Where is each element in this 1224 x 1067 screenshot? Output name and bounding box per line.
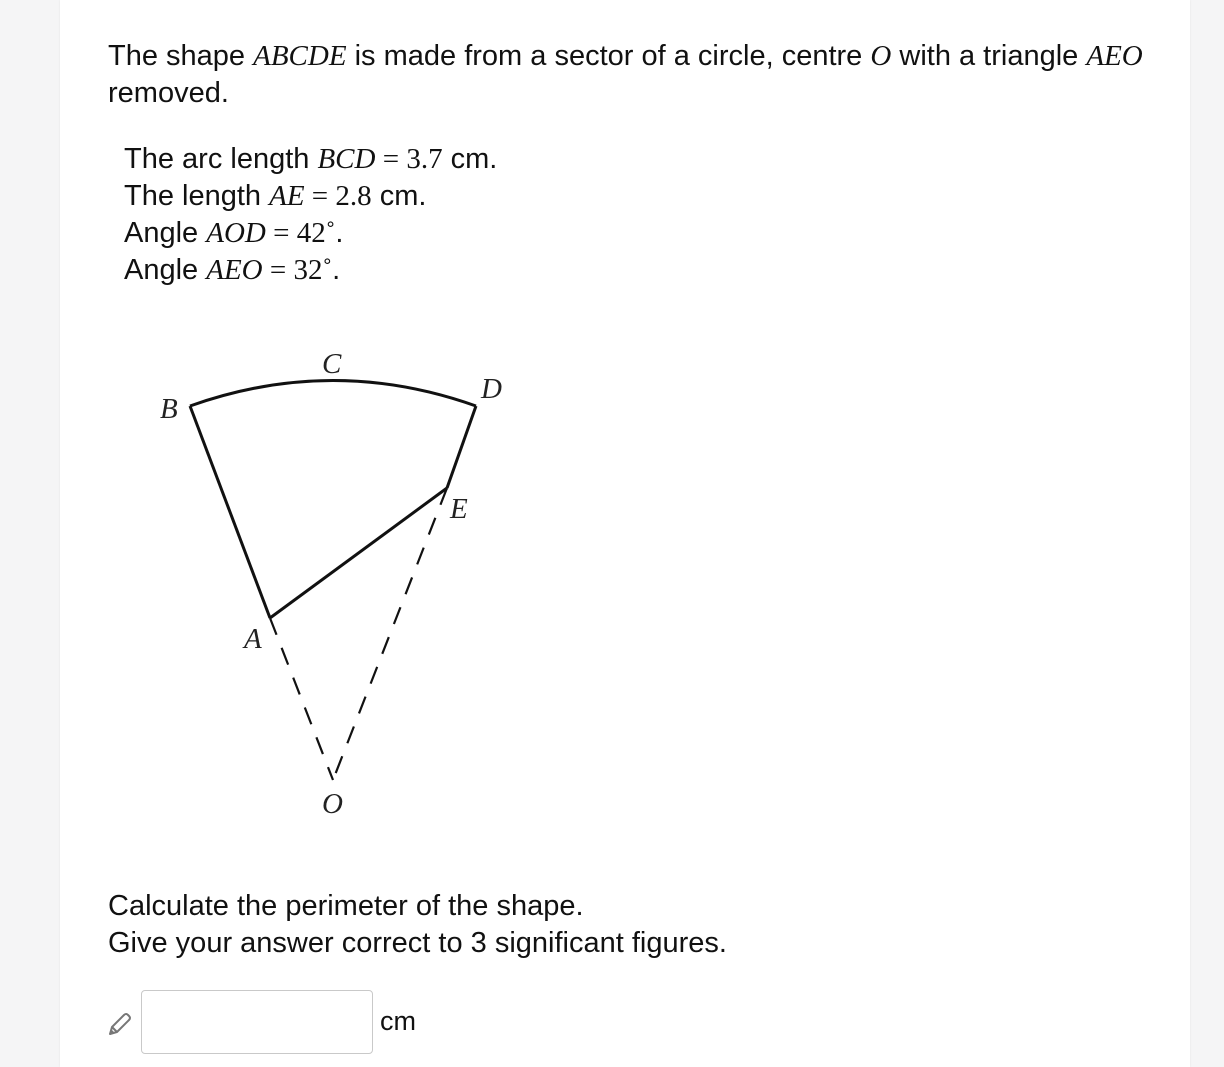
given-angle-aod bbox=[124, 215, 497, 252]
given-length-ae bbox=[124, 178, 497, 215]
arc-bcd bbox=[190, 381, 476, 407]
given-suffix: cm. bbox=[442, 143, 498, 175]
centre-name: O bbox=[870, 40, 892, 72]
given-equals: = bbox=[262, 254, 294, 286]
intro-part-1: The shape bbox=[108, 40, 254, 72]
given-prefix: The length bbox=[124, 180, 270, 212]
given-value: 2.8 bbox=[335, 180, 372, 212]
given-symbol: AE bbox=[269, 180, 305, 212]
given-suffix: . bbox=[332, 254, 341, 286]
answer-input[interactable] bbox=[141, 990, 373, 1054]
given-prefix: The arc length bbox=[124, 143, 318, 175]
shape-name: ABCDE bbox=[253, 40, 347, 72]
given-symbol: AOD bbox=[206, 217, 266, 249]
intro-part-2: is made from a sector of a circle, centre bbox=[346, 40, 871, 72]
given-value: 42˚ bbox=[296, 217, 336, 249]
given-suffix: cm. bbox=[371, 180, 427, 212]
given-arc-length bbox=[124, 141, 497, 178]
triangle-name: AEO bbox=[1086, 40, 1143, 72]
given-symbol: BCD bbox=[317, 143, 376, 175]
question-line-2: Give your answer correct to 3 significant figures. bbox=[108, 927, 727, 959]
given-value: 3.7 bbox=[406, 143, 443, 175]
intro-part-4: removed. bbox=[108, 77, 229, 109]
label-e: E bbox=[450, 493, 468, 525]
given-symbol: AEO bbox=[206, 254, 263, 286]
sector-diagram bbox=[140, 330, 560, 830]
label-b: B bbox=[160, 393, 178, 425]
line-ba bbox=[190, 406, 270, 618]
dashed-line-eo bbox=[333, 488, 447, 780]
line-de bbox=[447, 406, 476, 488]
answer-unit: cm bbox=[380, 1006, 416, 1036]
intro-text bbox=[108, 38, 1158, 112]
given-equals: = bbox=[375, 143, 407, 175]
given-equals: = bbox=[304, 180, 336, 212]
label-a: A bbox=[244, 623, 262, 655]
given-values bbox=[124, 141, 497, 289]
label-d: D bbox=[481, 373, 502, 405]
question-text bbox=[108, 888, 727, 962]
given-angle-aeo bbox=[124, 252, 497, 289]
given-equals: = bbox=[265, 217, 297, 249]
label-o: O bbox=[322, 788, 343, 820]
given-value: 32˚ bbox=[293, 254, 333, 286]
given-prefix: Angle bbox=[124, 254, 207, 286]
intro-part-3: with a triangle bbox=[891, 40, 1087, 72]
question-line-1: Calculate the perimeter of the shape. bbox=[108, 890, 584, 922]
given-suffix: . bbox=[335, 217, 344, 249]
pencil-icon bbox=[104, 1010, 134, 1040]
label-c: C bbox=[322, 348, 342, 380]
given-prefix: Angle bbox=[124, 217, 207, 249]
dashed-line-ao bbox=[270, 618, 333, 780]
